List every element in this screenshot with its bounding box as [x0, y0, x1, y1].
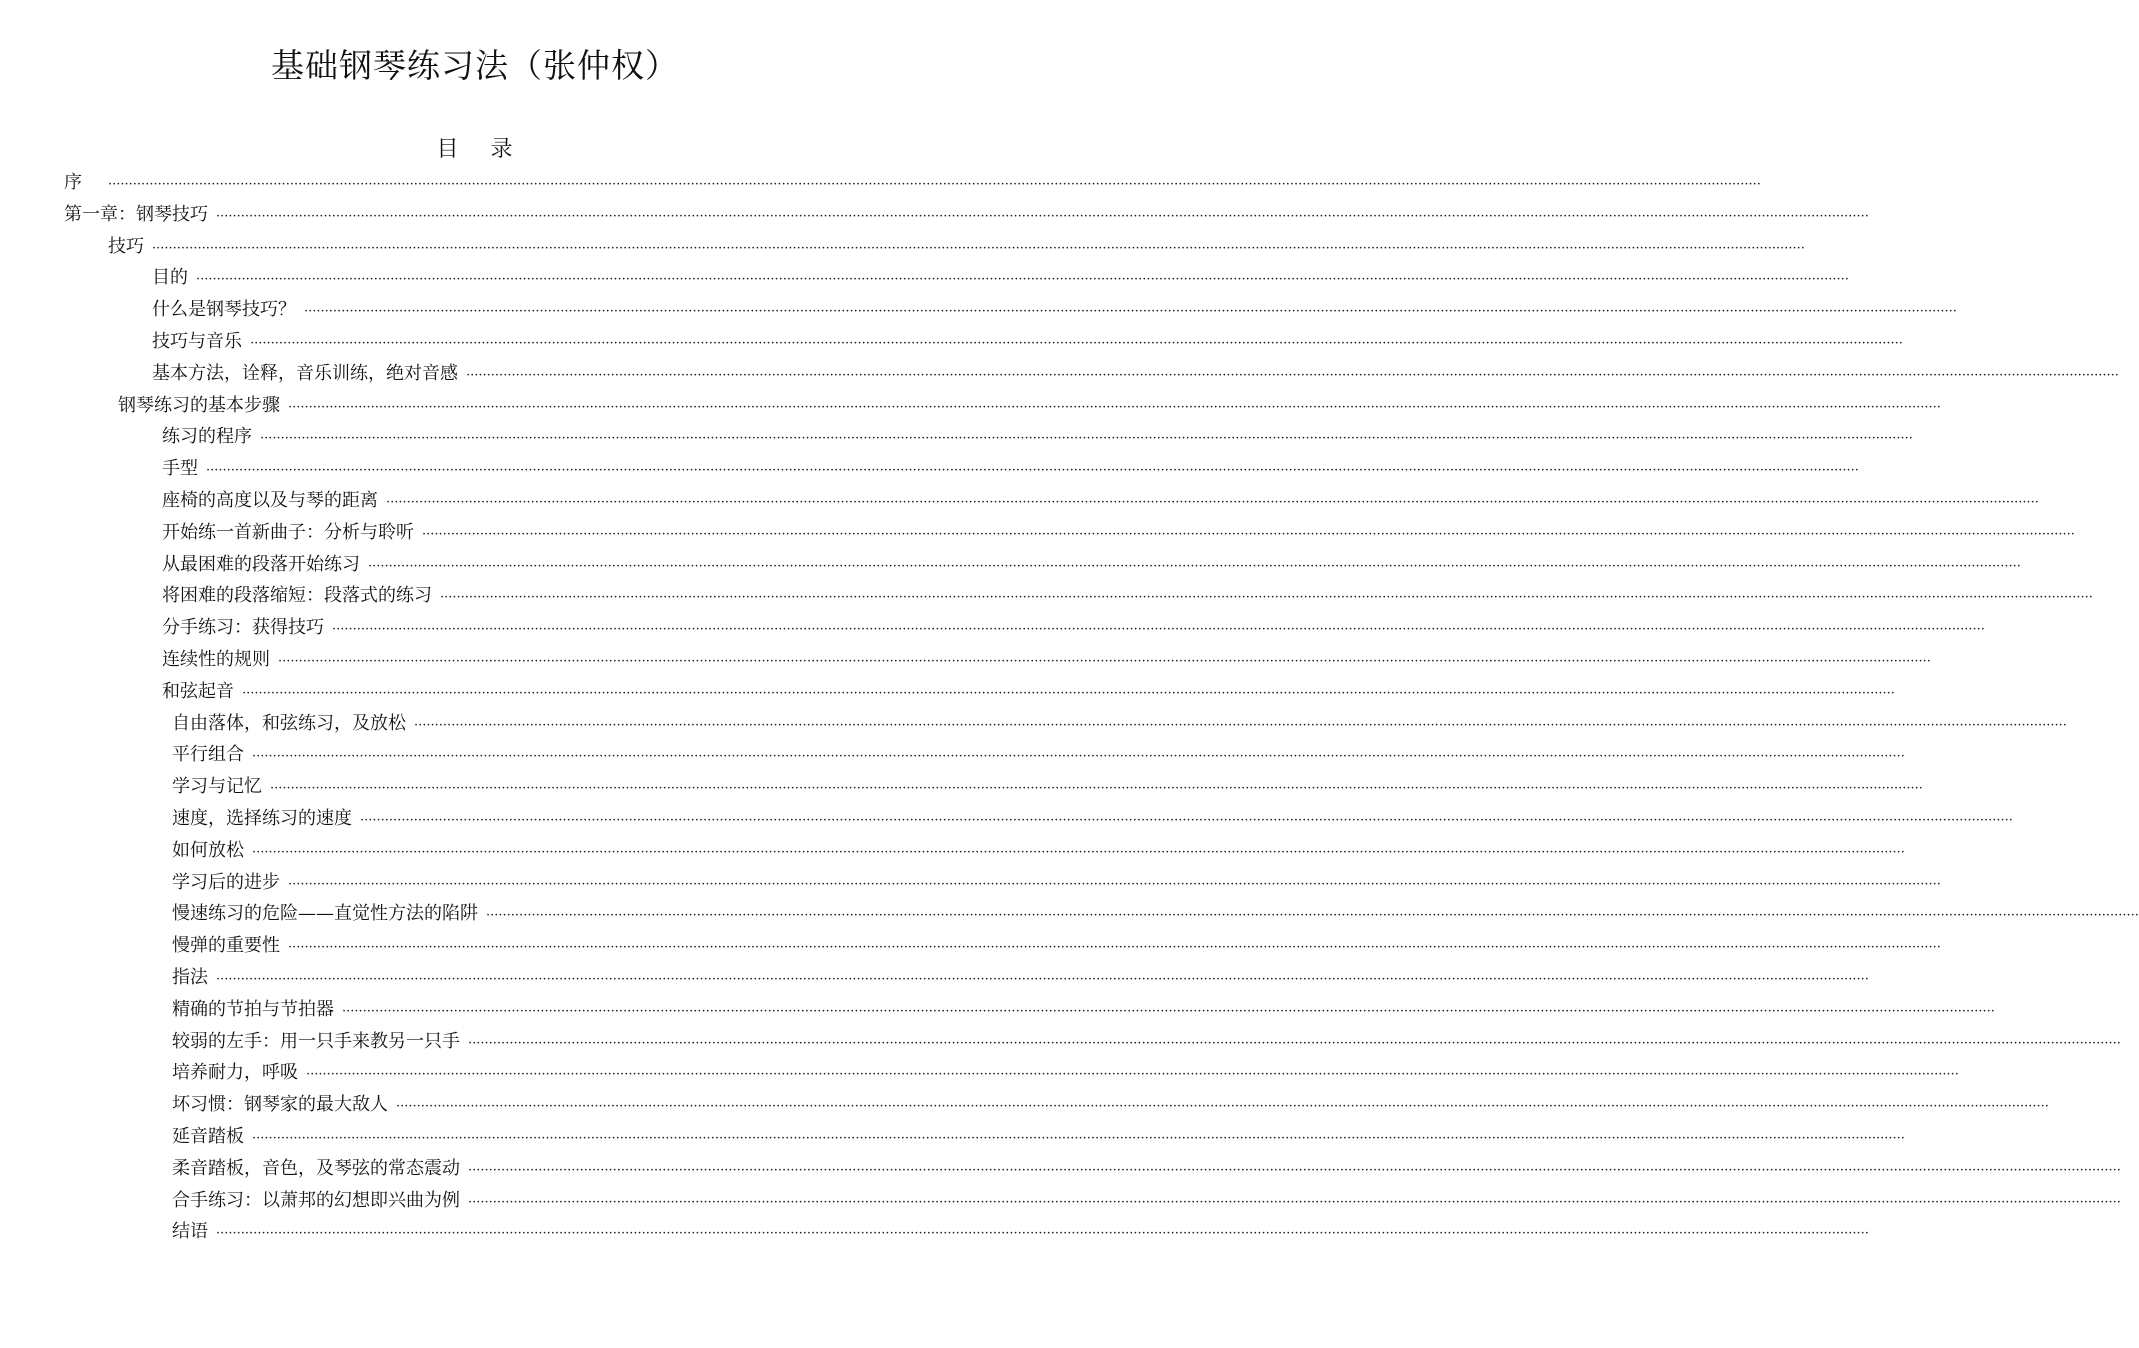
- toc-leader-dots: ················································································································································································································································································································································································································: [250, 336, 1903, 351]
- toc-entry-label: 技巧与音乐: [152, 331, 242, 352]
- toc-leader-dots: ················································································································································································································································································································································································································: [368, 558, 2021, 574]
- toc-leader-dots: ················································································································································································································································································································································································································: [440, 590, 2093, 606]
- toc-entry: [162, 613, 1985, 645]
- toc-entry-label: 慢速练习的危险——直觉性方法的陷阱: [172, 903, 478, 925]
- toc-entry: [162, 645, 1931, 677]
- toc-entry-label: 柔音踏板，音色，及琴弦的常态震动: [172, 1157, 460, 1179]
- toc-entry: [162, 518, 2075, 550]
- toc-entry: [162, 454, 1859, 486]
- toc-entry: [108, 232, 1805, 264]
- toc-entry: [152, 359, 2119, 391]
- toc-leader-dots: ················································································································································································································································································································································································································: [486, 908, 2139, 924]
- toc-entry: [152, 263, 1849, 295]
- toc-entry-label: 目的: [152, 267, 188, 289]
- toc-entry-label: 序: [64, 172, 100, 193]
- toc-entry: [172, 931, 1941, 963]
- toc-entry-label: 合手练习：以萧邦的幻想即兴曲为例: [172, 1189, 460, 1211]
- toc-leader-dots: ················································································································································································································································································································································································································: [196, 272, 1849, 288]
- toc-entry-label: 和弦起音: [162, 680, 234, 702]
- toc-entry-label: 钢琴练习的基本步骤: [118, 394, 280, 416]
- toc-entry: [172, 963, 1869, 995]
- toc-entry-label: 指法: [172, 967, 208, 988]
- toc-entry-label: 练习的程序: [162, 426, 252, 448]
- toc-leader-dots: ················································································································································································································································································································································································································: [260, 431, 1913, 447]
- toc-entry-label: 从最困难的段落开始练习: [162, 553, 360, 575]
- toc-entry-label: 开始练一首新曲子：分析与聆听: [162, 521, 414, 543]
- toc-leader-dots: ················································································································································································································································································································································································································: [252, 844, 1905, 860]
- toc-entry: [152, 295, 1957, 327]
- toc-entry: [172, 709, 2067, 741]
- toc-entry: [172, 1090, 2049, 1122]
- toc-entry: [64, 168, 1761, 200]
- toc-leader-dots: ················································································································································································································································································································································································································: [414, 717, 2067, 733]
- toc-leader-dots: ················································································································································································································································································································································································································: [360, 813, 2013, 828]
- toc-entry: [172, 1217, 1869, 1249]
- toc-entry: [162, 581, 2093, 613]
- toc-entry: [172, 1027, 2121, 1059]
- toc-leader-dots: ················································································································································································································································································································································································································: [288, 940, 1941, 956]
- toc-leader-dots: ················································································································································································································································································································································································································: [466, 367, 2119, 383]
- toc-leader-dots: ················································································································································································································································································································································································································: [306, 1067, 1959, 1083]
- toc-leader-dots: ················································································································································································································································································································································································································: [288, 399, 1941, 415]
- toc-entry: [172, 1058, 1959, 1090]
- toc-entry-label: 平行组合: [172, 744, 244, 766]
- toc-entry: [172, 804, 2013, 836]
- toc-leader-dots: ················································································································································································································································································································································································································: [278, 654, 1931, 669]
- toc-entry-label: 培养耐力，呼吸: [172, 1062, 298, 1084]
- toc-entry: [172, 995, 1995, 1027]
- toc-entry: [172, 772, 1923, 804]
- toc-leader-dots: ················································································································································································································································································································································································································: [216, 1226, 1869, 1242]
- toc-leader-dots: ················································································································································································································································································································································································································: [422, 526, 2075, 542]
- toc-leader-dots: ················································································································································································································································································································································································································: [288, 876, 1941, 892]
- toc-entry: [172, 1186, 2121, 1218]
- toc-entry-label: 如何放松: [172, 839, 244, 861]
- toc-entry-label: 速度，选择练习的速度: [172, 808, 352, 829]
- document-title: 基础钢琴练习法（张仲权）: [271, 46, 679, 85]
- toc-entry-label: 基本方法，诠释，音乐训练，绝对音感: [152, 362, 458, 384]
- toc-leader-dots: ················································································································································································································································································································································································································: [396, 1099, 2049, 1115]
- toc-entry: [162, 486, 2039, 518]
- toc-entry: [118, 391, 1941, 423]
- toc-entry-label: 将困难的段落缩短：段落式的练习: [162, 585, 432, 607]
- toc-heading: 目 录: [436, 137, 514, 162]
- toc-leader-dots: ················································································································································································································································································································································································································: [468, 1162, 2121, 1178]
- toc-leader-dots: ················································································································································································································································································································································································································: [468, 1035, 2121, 1051]
- toc-leader-dots: ················································································································································································································································································································································································································: [152, 240, 1805, 256]
- toc-leader-dots: ················································································································································································································································································································································································································: [216, 208, 1869, 224]
- toc-entry-label: 连续性的规则: [162, 649, 270, 670]
- toc-entry: [172, 899, 2139, 931]
- toc-entry-label: 第一章：钢琴技巧: [64, 203, 208, 225]
- toc-entry: [162, 677, 1895, 709]
- toc-entry-label: 较弱的左手：用一只手来教另一只手: [172, 1030, 460, 1052]
- toc-leader-dots: ················································································································································································································································································································································································································: [206, 463, 1859, 479]
- toc-entry-label: 结语: [172, 1221, 208, 1243]
- toc-entry: [162, 422, 1913, 454]
- toc-entry-label: 座椅的高度以及与琴的距离: [162, 490, 378, 511]
- toc-leader-dots: ················································································································································································································································································································································································································: [216, 972, 1869, 987]
- toc-leader-dots: ················································································································································································································································································································································································································: [252, 1131, 1905, 1146]
- toc-leader-dots: ················································································································································································································································································································································································································: [386, 495, 2039, 510]
- toc-entry: [172, 740, 1905, 772]
- toc-leader-dots: ················································································································································································································································································································································································································: [342, 1003, 1995, 1019]
- toc-entry-label: 技巧: [108, 235, 144, 257]
- toc-entry-label: 学习与记忆: [172, 776, 262, 798]
- toc-leader-dots: ················································································································································································································································································································································································································: [304, 304, 1957, 320]
- toc-leader-dots: ················································································································································································································································································································································································································: [332, 622, 1985, 638]
- toc-entry: [172, 1122, 1905, 1154]
- toc-entry-label: 手型: [162, 458, 198, 480]
- toc-entry-label: 学习后的进步: [172, 871, 280, 893]
- toc-entry: [172, 1154, 2121, 1186]
- toc-entry: [172, 836, 1905, 868]
- toc-entry-label: 精确的节拍与节拍器: [172, 998, 334, 1020]
- toc-entry-label: 什么是钢琴技巧？: [152, 299, 296, 321]
- toc-entry-label: 坏习惯：钢琴家的最大敌人: [172, 1094, 388, 1116]
- toc-entry: [172, 868, 1941, 900]
- toc-leader-dots: ················································································································································································································································································································································································································: [468, 1194, 2121, 1210]
- toc-entry: [152, 327, 1903, 359]
- toc-leader-dots: ················································································································································································································································································································································································································: [270, 781, 1923, 797]
- toc-entry-label: 慢弹的重要性: [172, 935, 280, 957]
- toc-entry-label: 延音踏板: [172, 1126, 244, 1147]
- toc-entry: [162, 550, 2021, 582]
- toc-leader-dots: ················································································································································································································································································································································································································: [252, 749, 1905, 765]
- toc-leader-dots: ················································································································································································································································································································································································································: [108, 177, 1761, 192]
- toc-entry-label: 分手练习：获得技巧: [162, 617, 324, 639]
- toc-leader-dots: ················································································································································································································································································································································································································: [242, 685, 1895, 701]
- toc-entry: [64, 200, 1869, 232]
- toc-entry-label: 自由落体，和弦练习，及放松: [172, 712, 406, 734]
